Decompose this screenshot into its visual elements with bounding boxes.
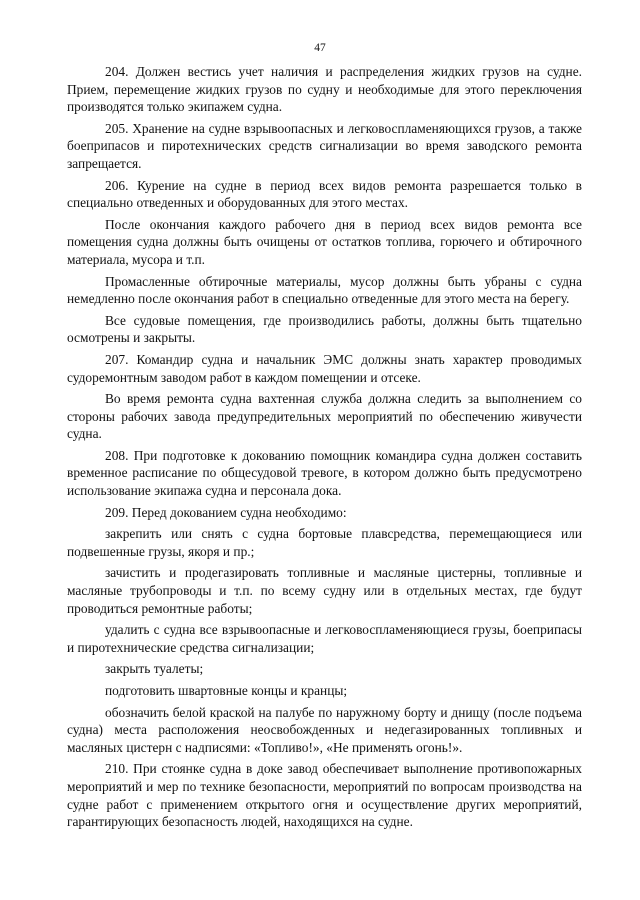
paragraph-204: 204. Должен вестись учет наличия и распределения жидких грузов на судне. Прием, перемещение жидких грузов по судну и необходимые для этого переключения производятся только экипажем судна.	[67, 64, 582, 115]
paragraph-207: 207. Командир судна и начальник ЭМС должны знать характер проводимых судоремонтным заводом работ в каждом помещении и отсеке.	[67, 351, 582, 385]
paragraph-206: 206. Курение на судне в период всех видов ремонта разрешается только в специально отведенных и оборудованных для этого местах.	[67, 177, 582, 211]
document-body	[67, 63, 582, 831]
paragraph-205: 205. Хранение на судне взрывоопасных и легковоспламеняющихся грузов, а также боеприпасов и пиротехнических средств сигнализации во время заводского ремонта запрещается.	[67, 120, 582, 171]
list-item-secure-boats: закрепить или снять с судна бортовые плавсредства, перемещающиеся или подвешенные грузы, якоря и пр.;	[67, 526, 582, 559]
list-item-degas-tanks: зачистить и продегазировать топливные и масляные цистерны, топливные и масляные трубопроводы и т.п. по всему судну или в отдельных местах, где будут проводиться ремонтные работы;	[67, 565, 582, 616]
paragraph-cleaning: После окончания каждого рабочего дня в период всех видов ремонта все помещения судна должны быть очищены от остатков топлива, горючего и обтирочного материала, мусора и т.п.	[67, 216, 582, 267]
paragraph-209: 209. Перед докованием судна необходимо:	[105, 504, 347, 520]
list-item-close-toilets: закрыть туалеты;	[105, 661, 204, 677]
paragraph-inspection: Все судовые помещения, где производились работы, должны быть тщательно осмотрены и закрыты.	[67, 312, 582, 346]
list-item-mark-tanks: обозначить белой краской на палубе по наружному борту и днищу (после подъема судна) места расположения неосвобожденных и недегазированных топливных и масляных цистерн с надписями: «Топливо!», «Не применять огонь!».	[67, 704, 582, 755]
page-number: 47	[314, 42, 326, 54]
paragraph-210: 210. При стоянке судна в доке завод обеспечивает выполнение противопожарных мероприятий и мер по технике безопасности, мероприятий по вопросам производства на судне работ с применением открытого огня и осуществление других мероприятий, гарантирующих безопасность людей, находящихся на судне.	[67, 761, 582, 830]
paragraph-oily-materials: Промасленные обтирочные материалы, мусор должны быть убраны с судна немедленно после окончания работ в специально отведенные для этого места на берегу.	[67, 273, 582, 307]
paragraph-watch-service: Во время ремонта судна вахтенная служба должна следить за выполнением со стороны рабочих завода предупредительных мероприятий по обеспечению живучести судна.	[67, 391, 582, 442]
list-item-remove-explosives: удалить с судна все взрывоопасные и легковоспламеняющиеся грузы, боеприпасы и пиротехнические средства сигнализации;	[67, 622, 582, 655]
list-item-mooring-lines: подготовить швартовные концы и кранцы;	[105, 683, 348, 698]
paragraph-208: 208. При подготовке к докованию помощник командира судна должен составить временное расписание по общесудовой тревоге, в котором должно быть предусмотрено использование экипажа судна и персонала дока.	[67, 447, 582, 499]
